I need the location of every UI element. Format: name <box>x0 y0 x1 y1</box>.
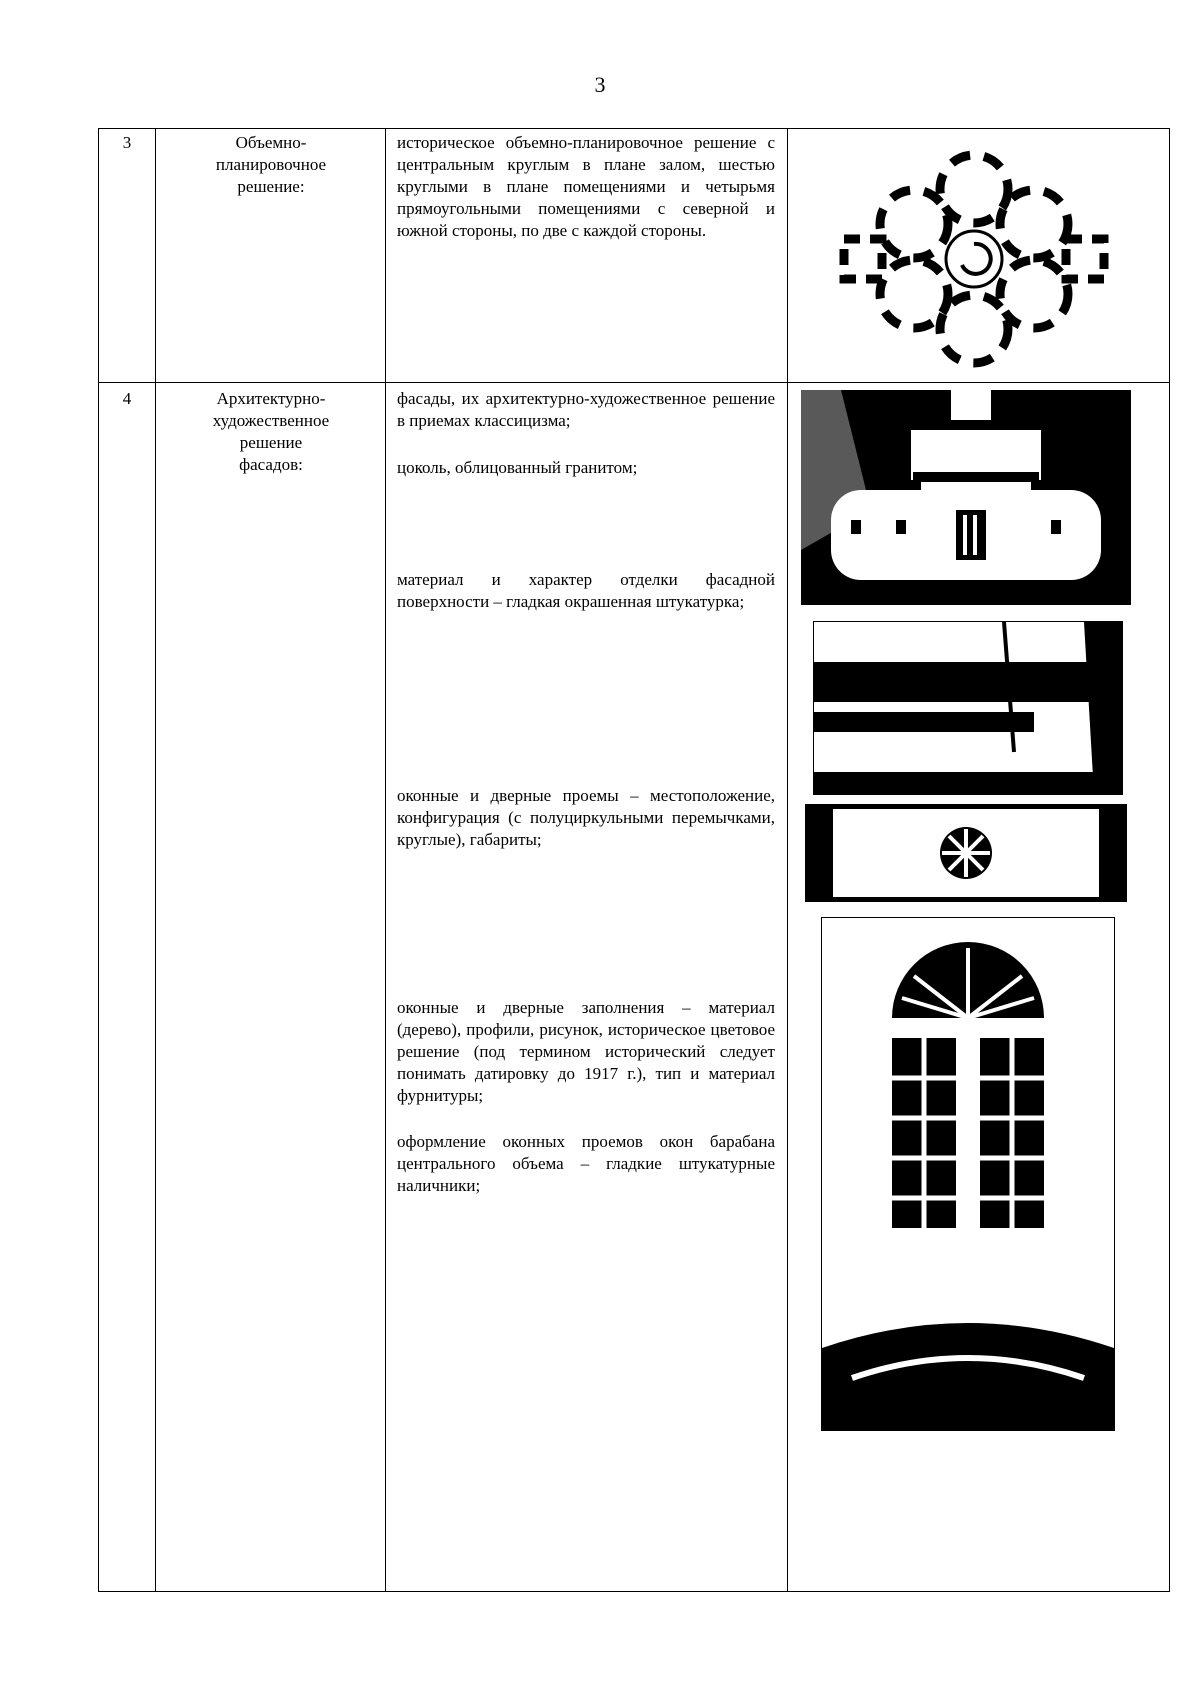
description-item: материал и характер отделки фасадной поверхности – гладкая окрашенная штукатурка; <box>397 570 775 611</box>
description-item: оконные и дверные заполнения – материал (дерево), профили, рисунок, историческое цветовое решение (под термином исторический следует понимать датировку до 1917 г.), тип и материал фурнитуры; <box>397 998 775 1105</box>
row-description <box>397 457 775 479</box>
row-number: 3 <box>122 133 132 152</box>
row-description <box>397 997 775 1107</box>
description-item: оформление оконных проемов окон барабана центрального объема – гладкие штукатурные наличники; <box>397 1132 775 1195</box>
description-item: историческое объемно-планировочное решение с центральным круглым в плане залом, шестью круглыми в плане помещениями и четырьмя прямоугольными помещениями с северной и южной стороны, по две с каждой стороны. <box>397 133 775 240</box>
description-item: оконные и дверные проемы – местоположение, конфигурация (с полуциркульными перемычками, круглые), габариты; <box>397 786 775 849</box>
row-title: Объемно- планировочное решение: <box>215 133 327 196</box>
plinth-photo <box>813 621 1123 795</box>
heritage-table <box>98 128 1170 1592</box>
row-description <box>397 132 775 242</box>
arched-door-photo <box>821 917 1115 1431</box>
row-description <box>397 785 775 851</box>
description-item: фасады, их архитектурно-художественное решение в приемах классицизма; <box>397 389 775 430</box>
facade-photo <box>801 390 1131 605</box>
row-title: Архитектурно- художественное решение фасадов: <box>212 389 330 474</box>
row-description <box>397 569 775 613</box>
row-description <box>397 388 775 432</box>
floor-plan-image <box>814 149 1134 369</box>
row-number: 4 <box>122 389 132 408</box>
page-number: 3 <box>594 72 606 97</box>
description-item: цоколь, облицованный гранитом; <box>397 458 638 477</box>
row-description <box>397 1131 775 1197</box>
column-divider <box>155 129 156 1591</box>
column-divider <box>787 129 788 1591</box>
row-divider <box>99 382 1169 383</box>
column-divider <box>385 129 386 1591</box>
round-window-photo <box>805 804 1127 902</box>
